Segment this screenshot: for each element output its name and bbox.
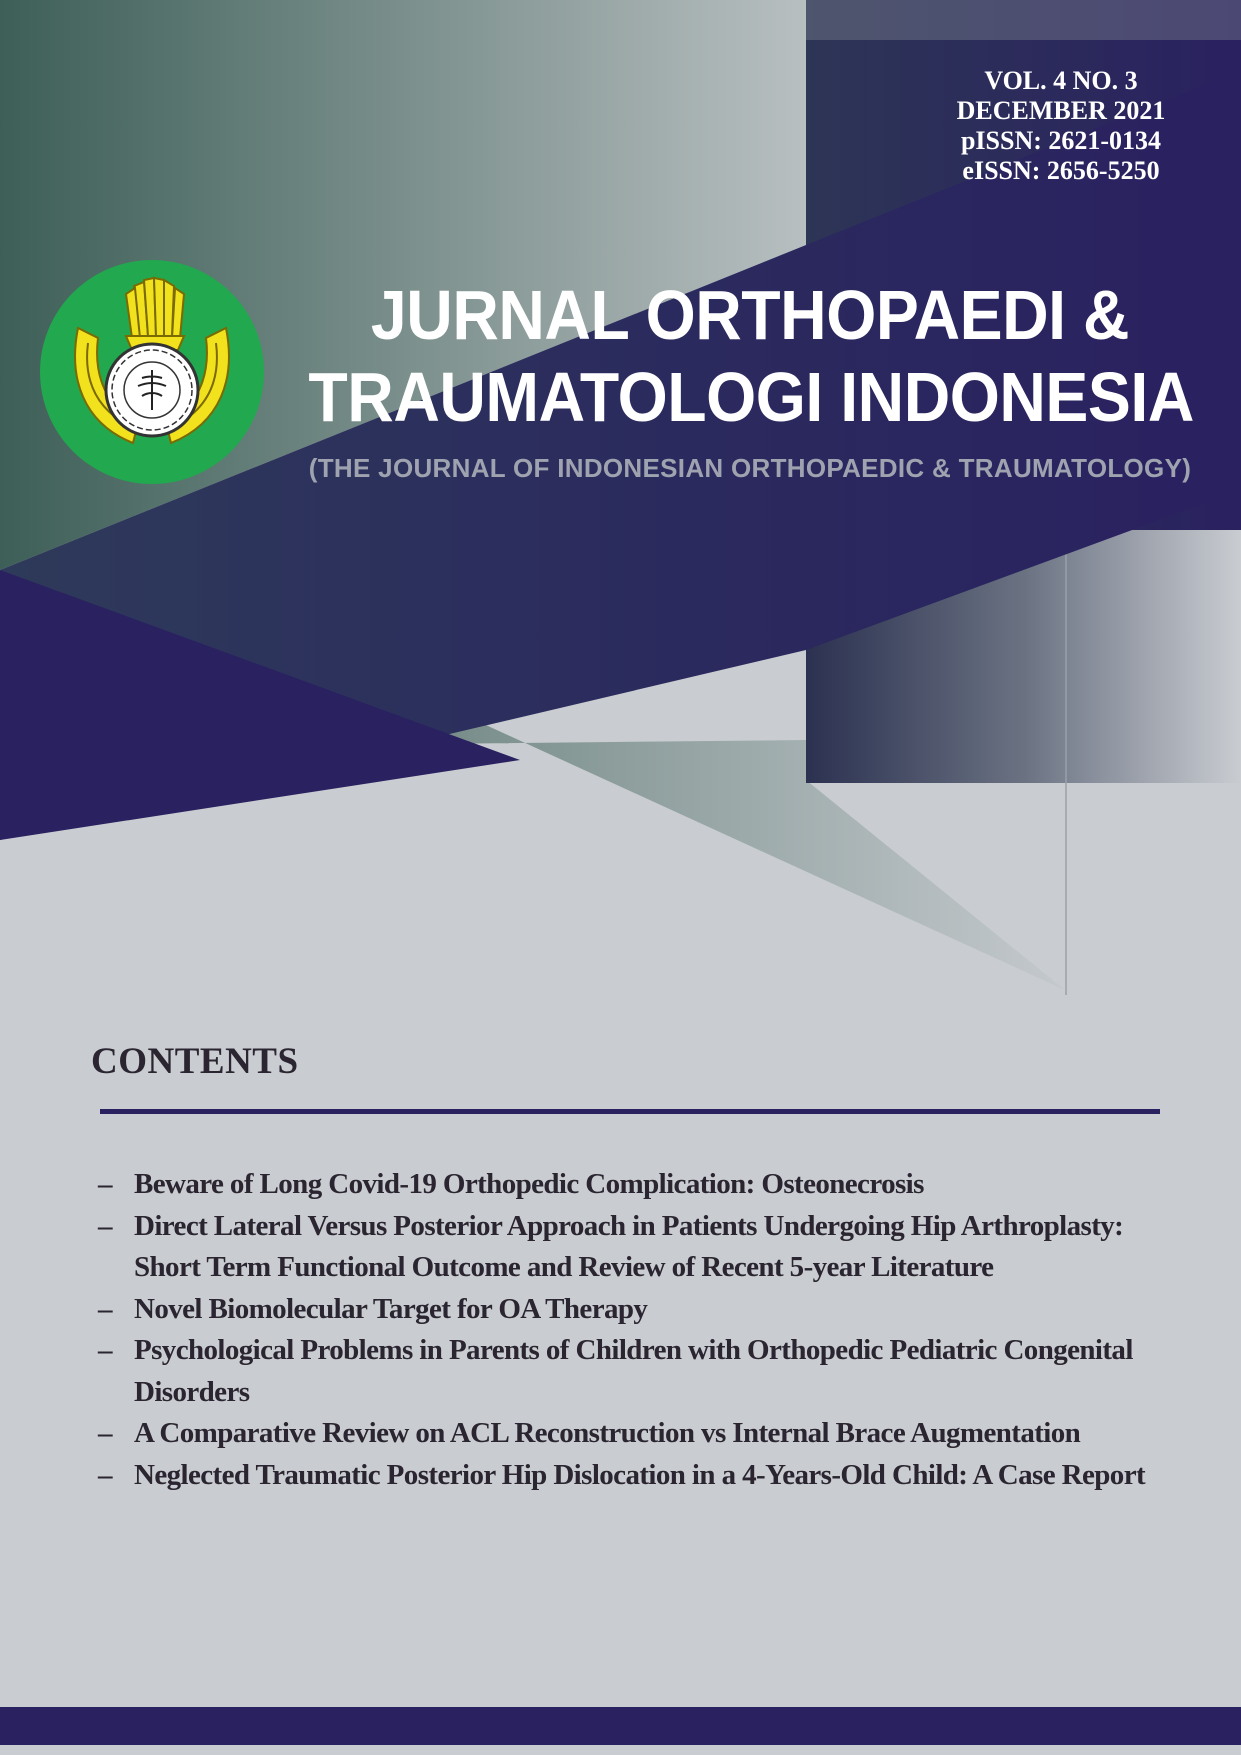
- electronic-issn: eISSN: 2656-5250: [962, 156, 1160, 185]
- toc-item[interactable]: [98, 1289, 1178, 1331]
- dash-bullet: –: [98, 1209, 112, 1242]
- dash-bullet: –: [98, 1334, 112, 1366]
- toc-item[interactable]: [98, 1206, 1178, 1289]
- toc-item[interactable]: [98, 1413, 1178, 1455]
- issue-date: DECEMBER 2021: [956, 96, 1166, 125]
- dash-bullet: –: [98, 1458, 112, 1491]
- journal-subtitle: (THE JOURNAL OF INDONESIAN ORTHOPAEDIC & TRAUMATOLOGY): [308, 453, 1192, 483]
- dash-bullet: –: [98, 1168, 112, 1200]
- dash-bullet: –: [98, 1417, 112, 1449]
- journal-title-line-2: TRAUMATOLOGI INDONESIA: [308, 358, 1194, 436]
- volume-number: VOL. 4 NO. 3: [984, 66, 1138, 95]
- toc-item[interactable]: [98, 1164, 1178, 1206]
- issue-info: [911, 66, 1211, 186]
- toc-item-title: Novel Biomolecular Target for OA Therapy: [134, 1292, 648, 1325]
- toc-item[interactable]: [98, 1455, 1178, 1497]
- contents-heading: CONTENTS: [91, 1041, 299, 1082]
- dash-bullet: –: [98, 1292, 112, 1325]
- toc-item-title: Psychological Problems in Parents of Children with Orthopedic Pediatric Congenital Disorders: [134, 1334, 1133, 1408]
- footer-bar: [0, 1707, 1241, 1745]
- journal-title-line-1: JURNAL ORTHOPAEDI &: [370, 276, 1130, 354]
- association-emblem-icon: [38, 258, 266, 486]
- table-of-contents: [98, 1164, 1178, 1496]
- journal-title: [308, 274, 1194, 438]
- toc-item[interactable]: [98, 1330, 1178, 1413]
- print-issn: pISSN: 2621-0134: [960, 126, 1162, 155]
- contents-divider: [100, 1109, 1160, 1114]
- toc-item-title: Neglected Traumatic Posterior Hip Dislocation in a 4-Years-Old Child: A Case Report: [134, 1458, 1146, 1491]
- toc-item-title: Beware of Long Covid-19 Orthopedic Complication: Osteonecrosis: [134, 1168, 924, 1200]
- toc-item-title: A Comparative Review on ACL Reconstruction vs Internal Brace Augmentation: [134, 1417, 1081, 1449]
- toc-item-title: Direct Lateral Versus Posterior Approach in Patients Undergoing Hip Arthroplasty: Short Term Functional Outcome and Review of Recent 5-year Literature: [134, 1209, 1124, 1283]
